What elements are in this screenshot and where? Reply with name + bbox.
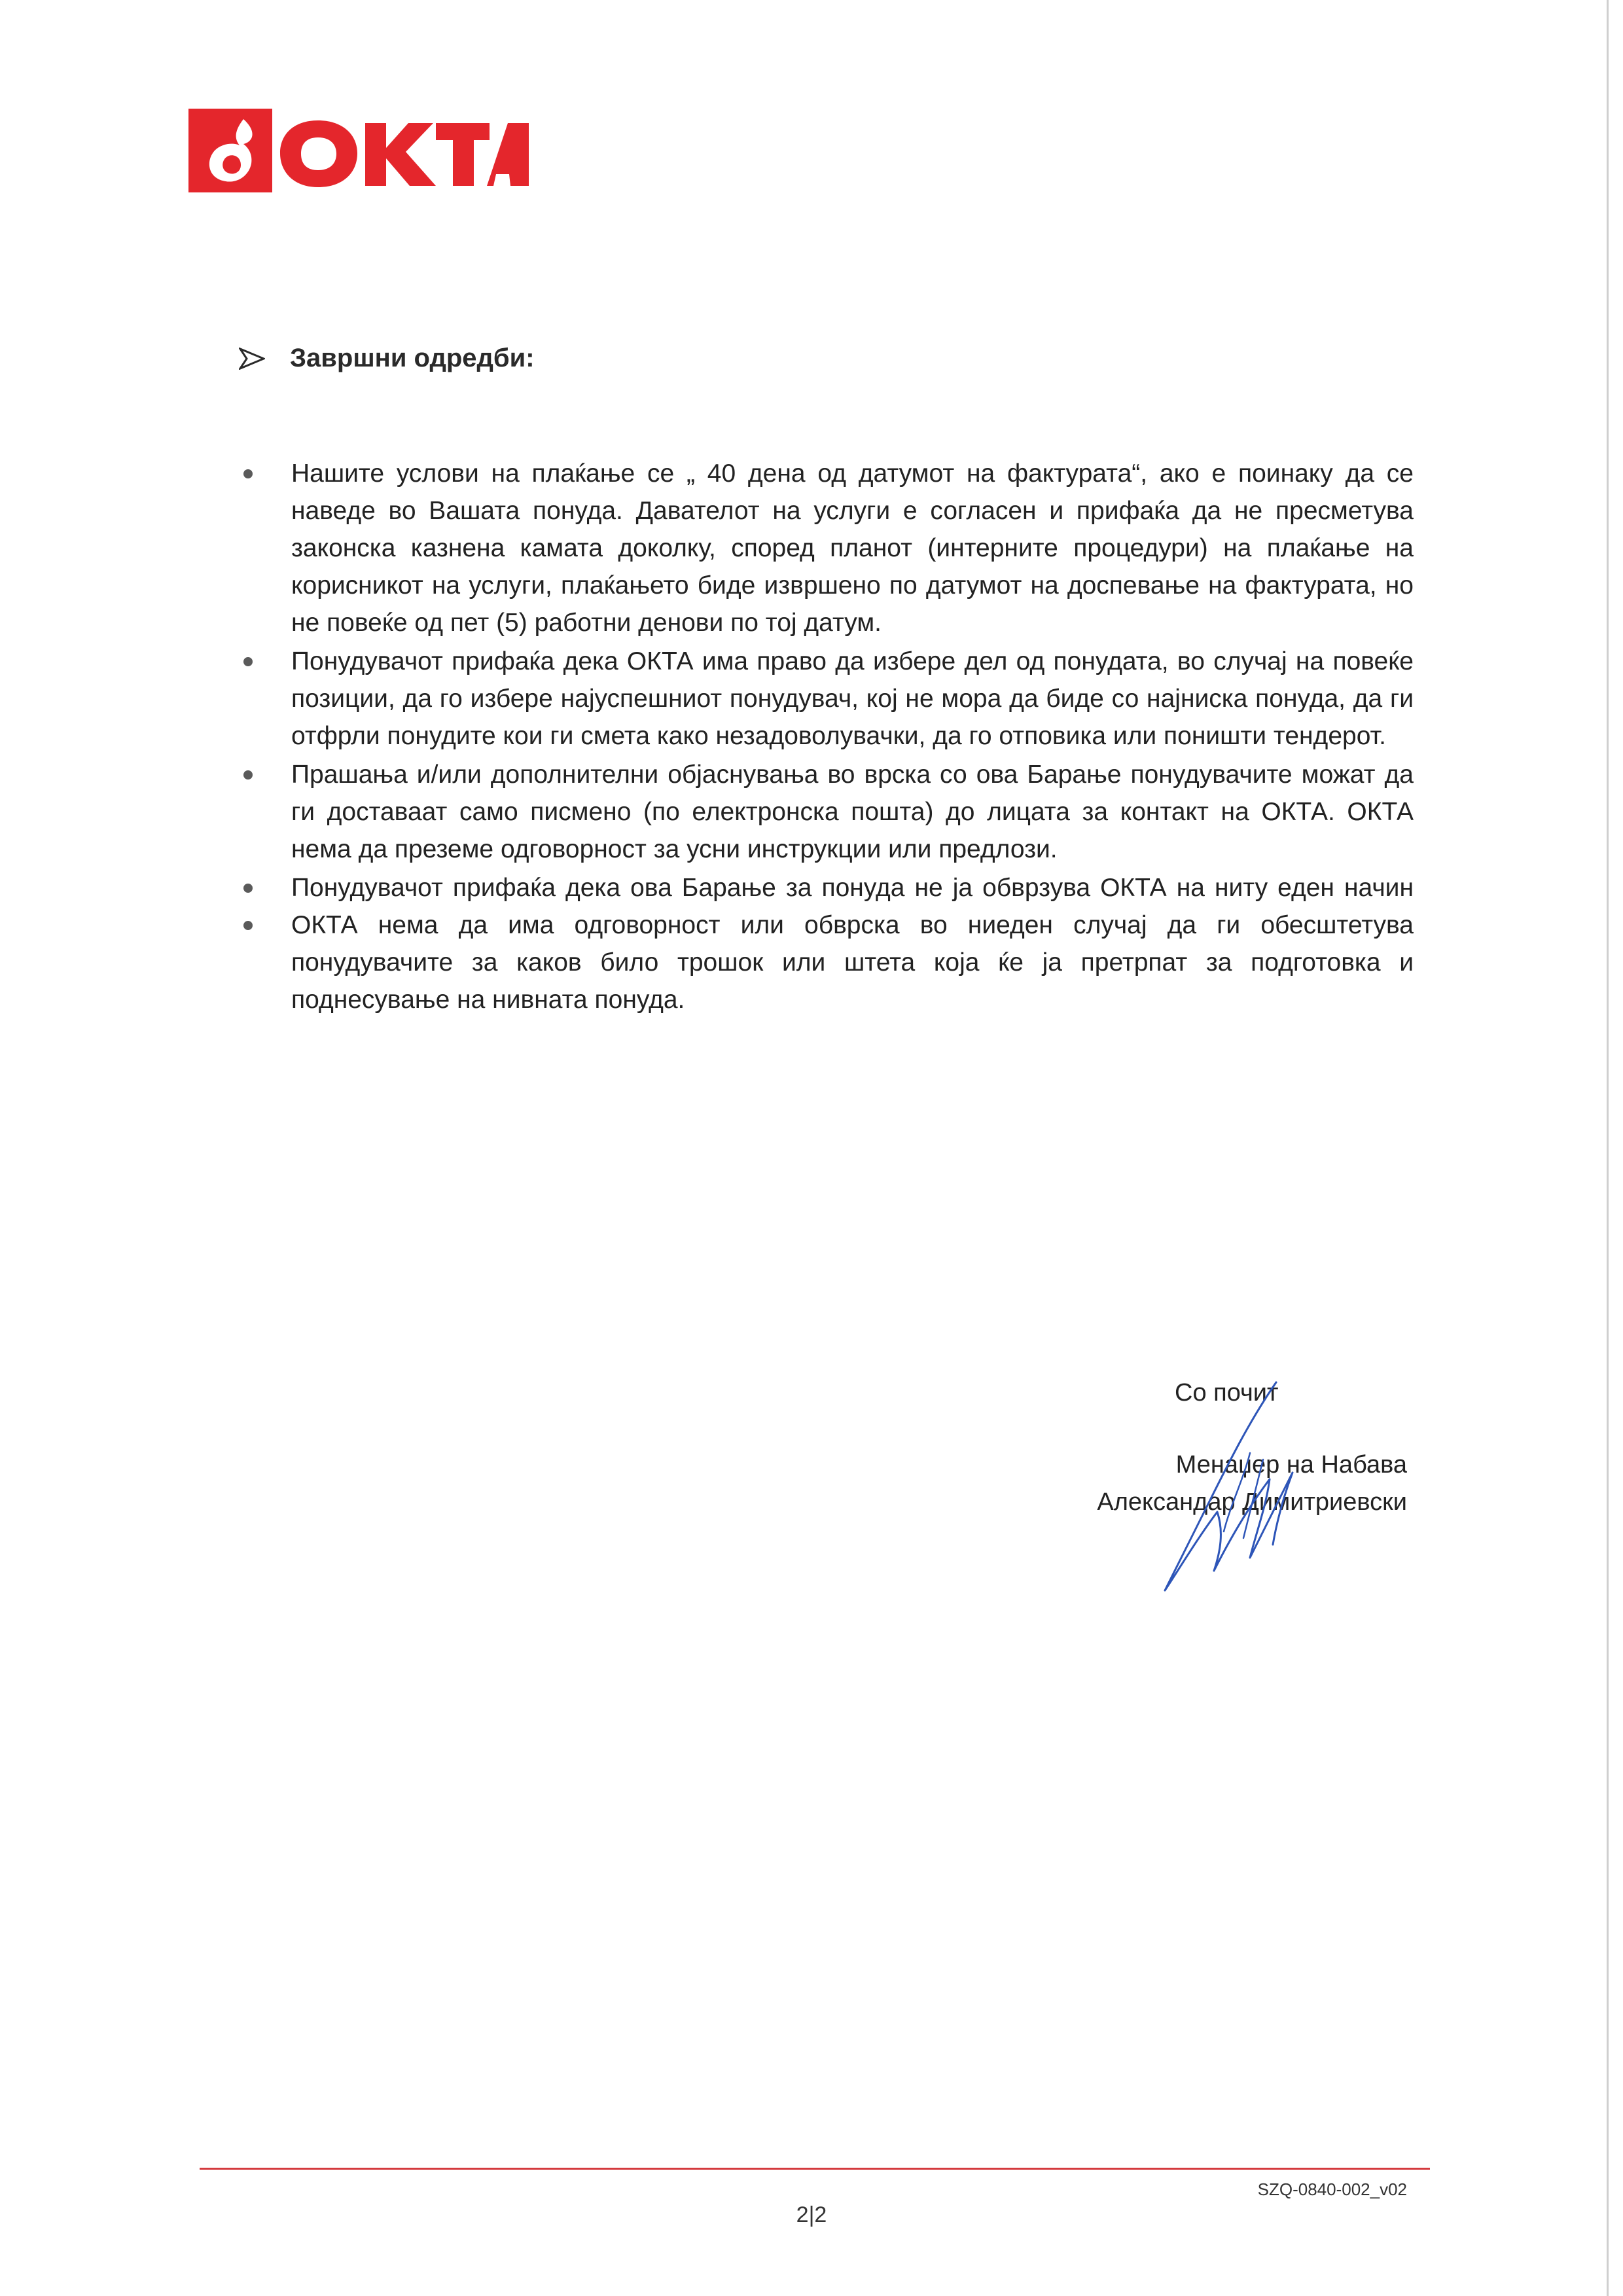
bullet-icon xyxy=(243,921,253,930)
list-item-text: Понудувачот прифаќа дека ОКТА има право да избере дел од понудата, во случај на повеќе позиции, да го избере најуспешниот понудувач, кој не мора да биде со најниска понуда, да ги отфрли понудите кои ги смета како незадоволувачки, да го отповика или поништи тендерот. xyxy=(291,647,1414,750)
list-item-text: Нашите услови на плаќање се „ 40 дена од датумот на фактурата“, ако е поинаку да се наведе во Вашата понуда. Давателот на услуги е согласен и прифаќа да не пресметува законска казнена камата доколку, според планот (интерните процедури) на плаќање на корисникот на услуги, плаќањето биде извршено по датумот на доспевање на фактурата, но не повеќе од пет (5) работни денови по тој датум. xyxy=(291,459,1414,637)
list-item-text: Прашања и/или дополнителни објаснувања во врска со ова Барање понудувачите можат да ги доставаат само писмено (по електронска пошта) до лицата за контакт на ОКТА. ОКТА нема да преземе одговорност за усни инструкции или предлози. xyxy=(291,761,1414,863)
arrow-bullet-icon xyxy=(239,348,265,370)
signatory-name: Александар Димитриевски xyxy=(1097,1488,1407,1516)
bullet-icon xyxy=(243,469,253,478)
heading-text: Завршни одредби: xyxy=(290,344,535,372)
signatory-title: Менаџер на Набава xyxy=(1175,1451,1407,1479)
section-heading xyxy=(239,344,535,373)
page-number: 2|2 xyxy=(796,2202,827,2227)
list-item xyxy=(242,643,1414,755)
okta-logo xyxy=(188,105,529,196)
list-item xyxy=(242,455,1414,641)
bullet-icon xyxy=(243,657,253,666)
handwritten-signature xyxy=(1152,1381,1309,1597)
list-item xyxy=(242,756,1414,868)
bullet-icon xyxy=(243,770,253,780)
provisions-list xyxy=(242,455,1414,1020)
closing-regards: Со почит xyxy=(1175,1379,1279,1407)
list-item-text: Понудувачот прифаќа дека ова Барање за понуда не ја обврзува ОКТА на ниту еден начин ОКТА нема да има одговорност или обврска во ниеден случај да ги обесштетува понудувачите за каков било трошок или штета која ќе ја претрпат за подготовка и поднесување на нивната понуда. xyxy=(291,874,1414,1014)
document-code: SZQ-0840-002_v02 xyxy=(1257,2179,1407,2199)
list-item xyxy=(242,869,1414,1018)
bullet-icon xyxy=(243,884,253,893)
scan-edge xyxy=(1607,0,1609,2296)
footer-rule xyxy=(200,2168,1430,2170)
